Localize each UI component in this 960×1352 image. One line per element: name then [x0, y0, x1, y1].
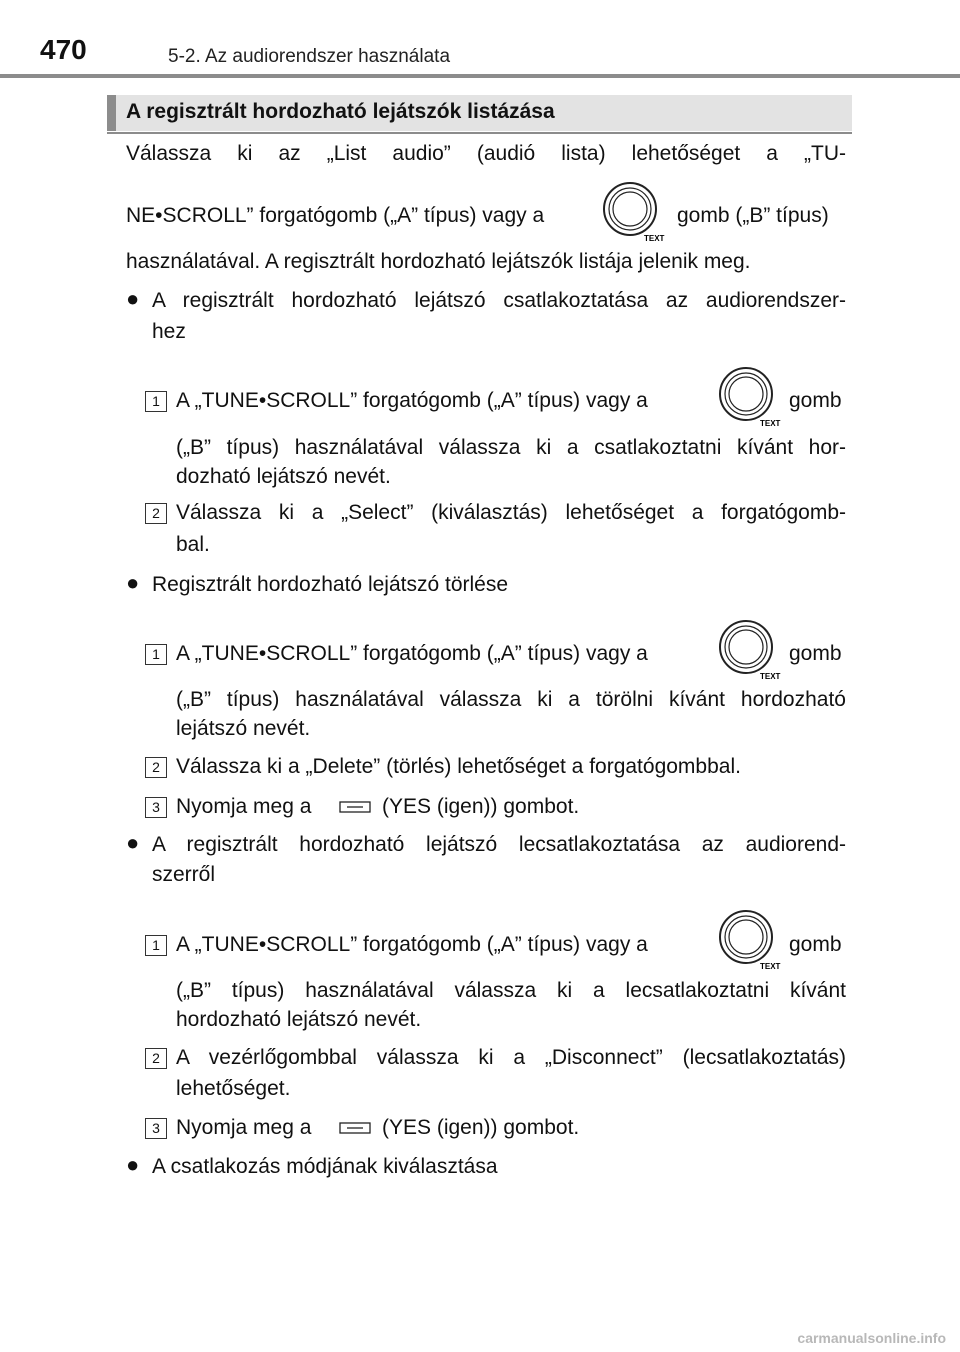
intro-line-3: használatával. A regisztrált hordozható lejátszók listája jelenik meg.	[126, 250, 751, 273]
bullet3-step1-b: gomb	[789, 933, 842, 956]
intro-line-2a: NE•SCROLL” forgatógomb („A” típus) vagy a	[126, 204, 545, 227]
page-number: 470	[40, 34, 87, 65]
preset-button-icon	[339, 801, 371, 813]
step-number: 1	[145, 391, 167, 412]
bullet2-step1-a: A „TUNE•SCROLL” forgatógomb („A” típus) vagy a	[176, 642, 648, 665]
bullet-icon: ●	[126, 570, 140, 595]
knob-text-label: TEXT	[644, 234, 665, 243]
intro-line-2b: gomb („B” típus)	[677, 204, 829, 227]
bullet2-step2: Válassza ki a „Delete” (törlés) lehetőséget a forgatógombbal.	[176, 755, 741, 778]
bullet2-step3-b: (YES (igen)) gombot.	[382, 795, 580, 818]
tune-knob-icon	[716, 365, 781, 428]
knob-text-label: TEXT	[760, 419, 781, 428]
tune-knob-icon	[716, 908, 781, 971]
bullet3-step2-a: A vezérlőgombbal válassza ki a „Disconnect” (lecsatlakoztatás)	[176, 1046, 846, 1069]
step-number: 1	[145, 935, 167, 956]
step-number: 3	[145, 797, 167, 818]
bullet-icon: ●	[126, 286, 140, 311]
intro-line-1: Válassza ki az „List audio” (audió lista) lehetőséget a „TU-	[126, 142, 846, 165]
bullet3-title-1: A regisztrált hordozható lejátszó lecsatlakoztatása az audiorend-	[152, 833, 846, 856]
step-number: 3	[145, 1118, 167, 1139]
bullet3-step2-b: lehetőséget.	[176, 1077, 291, 1100]
step-number: 1	[145, 644, 167, 665]
bullet3-step1-c: („B” típus) használatával válassza ki a lecsatlakoztatni kívánt	[176, 979, 846, 1002]
section-title: A regisztrált hordozható lejátszók listázása	[126, 100, 555, 123]
bullet-icon: ●	[126, 1152, 140, 1177]
bullet1-step1-a: A „TUNE•SCROLL” forgatógomb („A” típus) vagy a	[176, 389, 648, 412]
knob-text-label: TEXT	[760, 962, 781, 971]
section-underline	[107, 132, 852, 134]
chapter-title: 5-2. Az audiorendszer használata	[168, 46, 451, 67]
bullet1-step1-d: dozható lejátszó nevét.	[176, 465, 391, 488]
preset-button-icon	[339, 1122, 371, 1134]
bullet1-step2-a: Válassza ki a „Select” (kiválasztás) lehetőséget a forgatógomb-	[176, 501, 846, 524]
bullet1-step2-b: bal.	[176, 533, 210, 556]
watermark-footer: carmanualsonline.info	[797, 1330, 946, 1346]
header-rule	[0, 74, 960, 78]
section-heading	[107, 95, 852, 131]
bullet1-step1-b: gomb	[789, 389, 842, 412]
bullet2-title: Regisztrált hordozható lejátszó törlése	[152, 573, 509, 596]
bullet3-title-2: szerről	[152, 863, 216, 886]
knob-text-label: TEXT	[760, 672, 781, 681]
tune-knob-icon	[600, 180, 665, 243]
bullet2-step1-c: („B” típus) használatával válassza ki a törölni kívánt hordozható	[176, 688, 846, 711]
bullet3-step3-b: (YES (igen)) gombot.	[382, 1116, 580, 1139]
bullet3-step1-a: A „TUNE•SCROLL” forgatógomb („A” típus) vagy a	[176, 933, 648, 956]
bullet2-step1-d: lejátszó nevét.	[176, 717, 311, 740]
bullet2-step3-a: Nyomja meg a	[176, 795, 312, 818]
bullet2-step1-b: gomb	[789, 642, 842, 665]
bullet-icon: ●	[126, 830, 140, 855]
bullet1-step1-c: („B” típus) használatával válassza ki a csatlakoztatni kívánt hor-	[176, 436, 846, 459]
bullet3-step3-a: Nyomja meg a	[176, 1116, 312, 1139]
bullet1-title-1: A regisztrált hordozható lejátszó csatlakoztatása az audiorendszer-	[152, 289, 846, 312]
tune-knob-icon	[716, 618, 781, 681]
step-number: 2	[145, 757, 167, 778]
step-number: 2	[145, 1048, 167, 1069]
step-number: 2	[145, 503, 167, 524]
bullet3-step1-d: hordozható lejátszó nevét.	[176, 1008, 422, 1031]
bullet1-title-2: hez	[152, 320, 186, 343]
bullet4-title: A csatlakozás módjának kiválasztása	[152, 1155, 498, 1178]
